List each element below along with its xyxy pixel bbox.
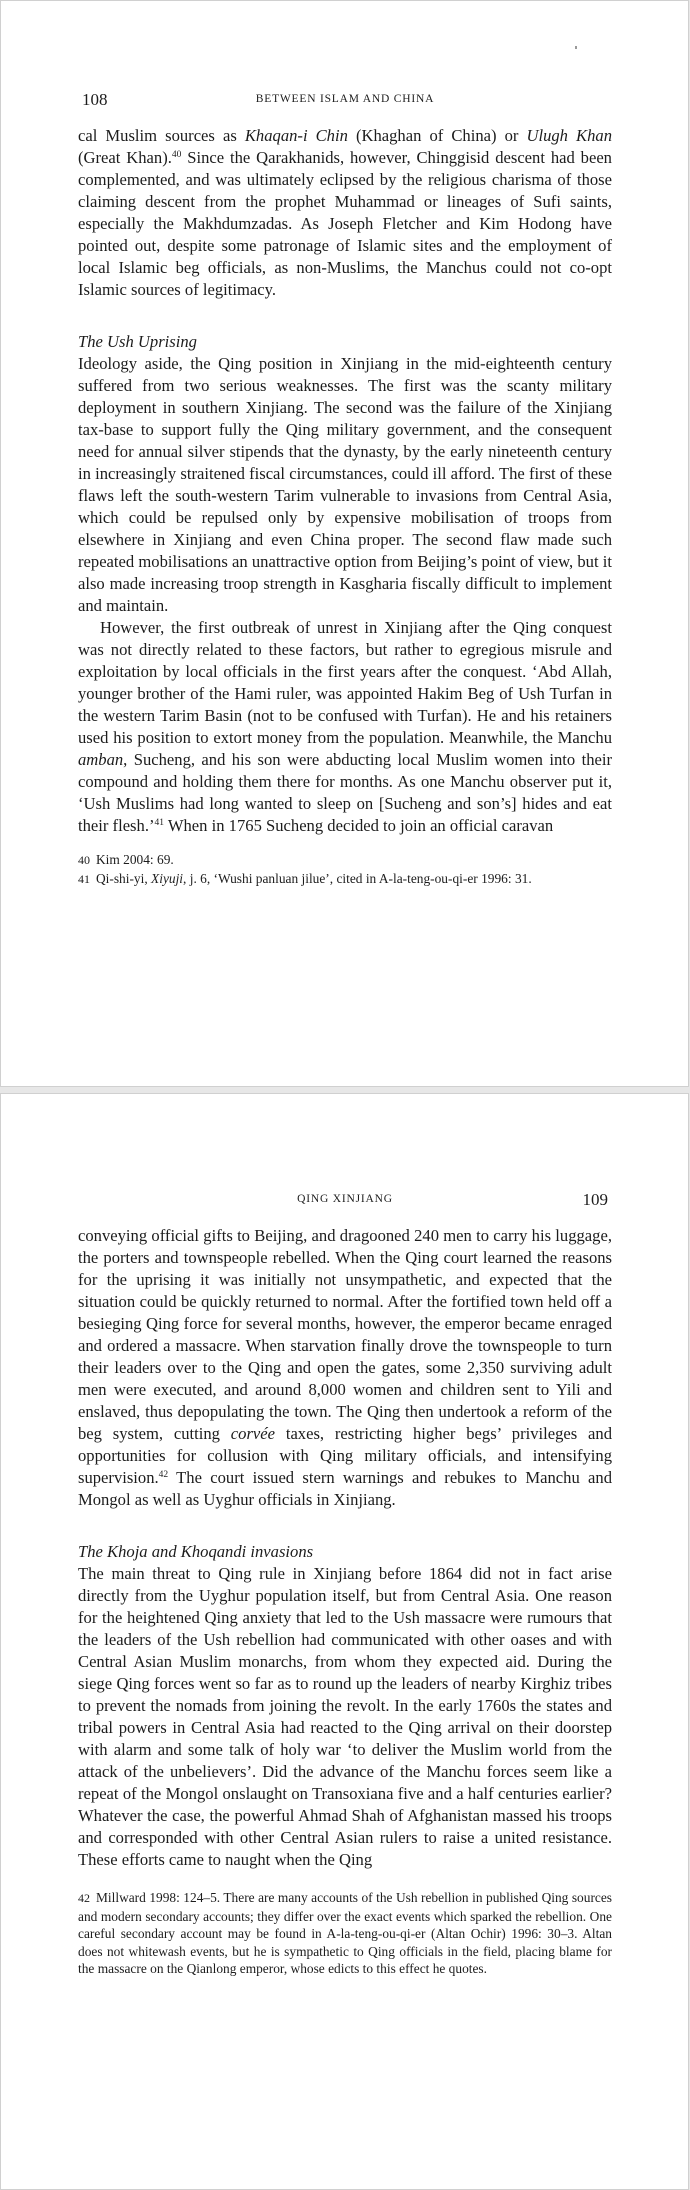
running-head [78,1190,612,1210]
footnote-ref: 41 [154,818,164,828]
italic-term: corvée [230,1424,275,1443]
text-run: taxes, restricting higher begs’ privileges and opportunities for collusion with Qing military officials, and intensifying supervision. [78,1424,612,1487]
text-run: (Great Khan). [78,148,172,167]
body-column [78,1225,612,1978]
footnote [78,1889,612,1978]
running-title: BETWEEN ISLAM AND CHINA [255,93,435,105]
footnotes [78,851,612,888]
section-heading: The Ush Uprising [78,332,197,351]
text-run: However, the first outbreak of unrest in Xinjiang after the Qing conquest was not directly related to these factors, but rather to egregious misrule and exploitation by local officials in the first years after the conquest. ‘Abd Allah, younger brother of the Hami ruler, was appointed Hakim Beg of Ush Turfan in the western Tarim Basin (not to be confused with Turfan). He and his retainers used his position to extort money from the population. Meanwhile, the Manchu [78,618,612,747]
text-run: , j. 6, ‘Wushi panluan jilue’, cited in A-la-teng-ou-qi-er 1996: 31. [183,870,532,886]
body-column [78,125,612,888]
paragraph [78,617,612,837]
text-run: , Sucheng, and his son were abducting local Muslim women into their compound and holding them there for months. As one Manchu observer put it, ‘Ush Muslims had long wanted to sleep on [Sucheng and son’s] hides and eat their flesh.’ [78,750,612,835]
italic-term: Xiyuji [151,870,184,886]
page-number: 109 [582,1190,608,1209]
text-run: cal Muslim sources as [78,126,245,145]
page-number: 108 [82,90,108,109]
footnote-ref: 40 [171,150,182,160]
text-run: The court issued stern warnings and rebukes to Manchu and Mongol as well as Uyghur officials in Xinjiang. [78,1468,612,1509]
text-run: The main threat to Qing rule in Xinjiang before 1864 did not in fact arise directly from the Uyghur population itself, but from Central Asia. One reason for the heightened Qing anxiety that led to the Ush massacre were rumours that the leaders of the Ush rebellion had communicated with other oases and with Central Asian Muslim monarchs, from whom they expected aid. During the siege Qing forces went so far as to round up the leaders of nearby Kirghiz tribes to prevent the nomads from joining the revolt. In the early 1760s the states and tribal powers in Central Asia had reacted to the Qing arrival on their doorstep with alarm and some talk of holy war ‘to deliver the Muslim world from the attack of the unbelievers’. Did the advance of the Manchu forces seem like a repeat of the Mongol onslaught on Transoxiana five and a half centuries earlier? Whatever the case, the powerful Ahmad Shah of Afghanistan massed his troops and corresponded with other Central Asian rulers to raise a united resistance. These efforts came to naught when the Qing [78,1564,612,1869]
running-title: QING XINJIANG [297,1193,393,1205]
paragraph [78,1225,612,1511]
text-run: Millward 1998: 124–5. There are many accounts of the Ush rebellion in published Qing sources and modern secondary accounts; they differ over the exact events which sparked the rebellion. One careful secondary account may be found in A-la-teng-ou-qi-er (Altan Ochir) 1996: 30–3. Altan does not whitewash events, but he is sympathetic to Qing officials in the field, placing blame for the massacre on the Qianlong emperor, whose edicts to this effect he quotes. [78,1890,612,1976]
footnote [78,870,612,889]
text-run: Since the Qarakhanids, however, Chinggisid descent had been complemented, and was ultimately eclipsed by the religious charisma of those claiming descent from the prophet Muhammad or lineages of Sufi saints, especially the Makhdumzadas. As Joseph Fletcher and Kim Hodong have pointed out, despite some patronage of Islamic sites and the employment of local Islamic beg officials, as non-Muslims, the Manchus could not co-opt Islamic sources of legitimacy. [78,148,612,299]
footnotes [78,1889,612,1978]
text-run: Qi-shi-yi, [96,870,152,886]
footnote-number: 41 [78,871,90,886]
section-heading: The Khoja and Khoqandi invasions [78,1542,314,1561]
book-page-108 [0,0,689,1087]
book-page-109 [0,1093,689,2190]
paragraph [78,1563,612,1871]
paragraph [78,353,612,617]
footnote-text [96,852,174,867]
italic-term: Ulugh Khan [526,126,612,145]
running-head [78,90,612,110]
text-run: When in 1765 Sucheng decided to join an official caravan [164,816,554,835]
footnote-text [96,871,532,886]
footnote-number: 40 [78,853,90,867]
text-run: Ideology aside, the Qing position in Xinjiang in the mid-eighteenth century suffered from two serious weaknesses. The first was the scanty military deployment in southern Xinjiang. The second was the failure of the Xinjiang tax-base to support fully the Qing military government, and the consequent need for annual silver stipends that the dynasty, by the early nineteenth century in increasingly straitened fiscal circumstances, could ill afford. The first of these flaws left the south-western Tarim vulnerable to invasions from Central Asia, which could be repulsed only by expensive mobilisation of troops from elsewhere in Xinjiang and even China proper. The second flaw made such repeated mobilisations an unattractive option from Beijing’s point of view, but it also made increasing troop strength in Kasgharia fiscally difficult to implement and maintain. [78,354,612,615]
text-run: Kim 2004: 69. [96,852,174,867]
paragraph [78,125,612,301]
scan-speck [575,46,577,49]
italic-term: Khaqan-i Chin [244,126,348,145]
footnote-ref: 42 [158,1470,169,1480]
footnote-number: 42 [78,1891,90,1905]
text-run: conveying official gifts to Beijing, and dragooned 240 men to carry his luggage, the porters and townspeople rebelled. When the Qing court learned the reasons for the uprising it was initially not unsympathetic, and expected that the situation could be quickly returned to normal. After the fortified town held off a besieging Qing force for several months, however, the emperor became enraged and ordered a massacre. When starvation finally drove the townspeople to turn their leaders over to the Qing and open the gates, some 2,350 surviving adult men were executed, and around 8,000 women and children sent to Yili and enslaved, thus depopulating the town. The Qing then undertook a reform of the beg system, cutting [78,1226,612,1443]
footnote-text [78,1890,612,1976]
footnote [78,851,612,870]
text-run: (Khaghan of China) or [347,126,527,145]
italic-term: amban [78,750,124,769]
